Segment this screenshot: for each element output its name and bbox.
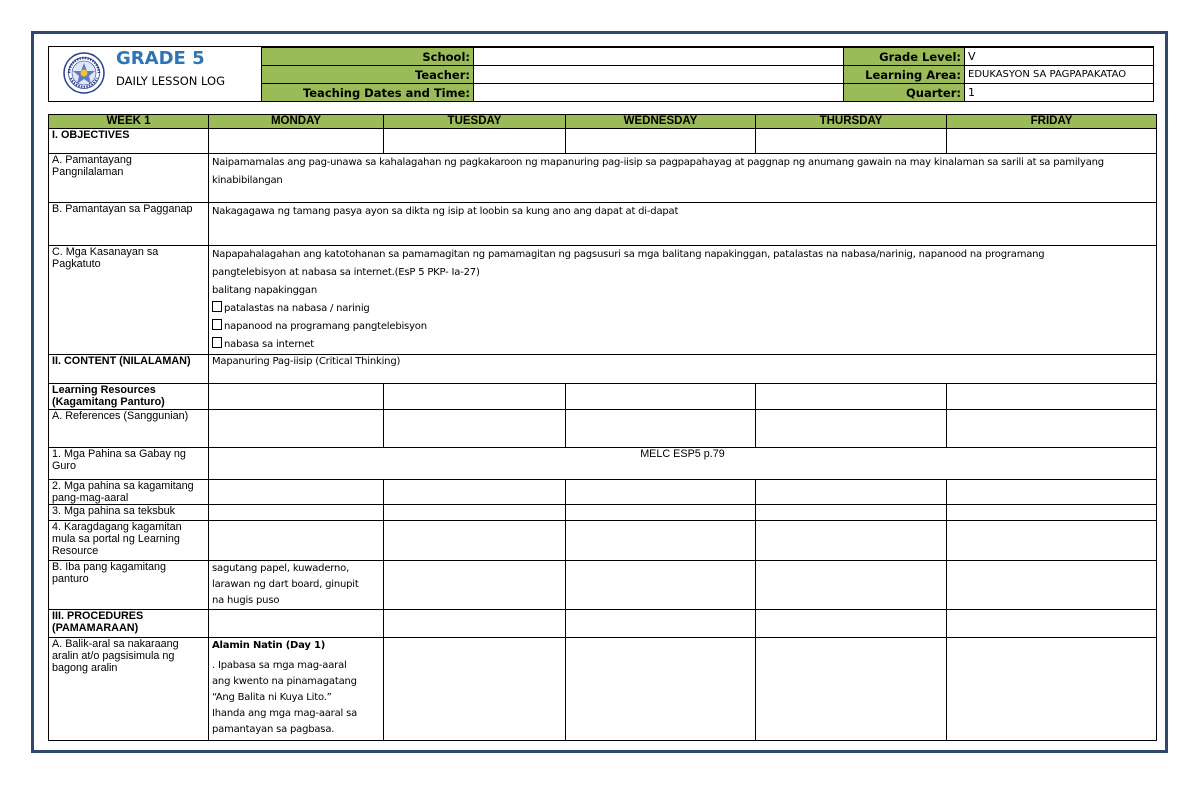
- table-cell[interactable]: [947, 129, 1157, 154]
- kasanayan-item-text: napanood na programang pangtelebisyon: [224, 321, 427, 332]
- content-text: Mapanuring Pag-iisip (Critical Thinking): [209, 355, 1157, 384]
- kasanayan-line: pangtelebisyon at nabasa sa internet.(EsP 5 PKP- Ia-27): [212, 267, 480, 278]
- learning-area-field[interactable]: EDUKASYON SA PAGPAPAKATAO: [965, 66, 1154, 84]
- lesson-log-table: [48, 114, 1157, 741]
- table-row: [49, 561, 1157, 610]
- pamantayan-sa-pagganap-text: Nakagagawa ng tamang pasya ayon sa dikta ng isip at loobin sa kung ano ang dapat at di-dapat: [209, 203, 1157, 246]
- procedures-label: III. PROCEDURES (PAMAMARAAN): [49, 610, 209, 638]
- table-cell[interactable]: [566, 561, 756, 610]
- table-row: [49, 129, 1157, 154]
- table-cell[interactable]: [566, 384, 756, 410]
- balik-aral-line: . Ipabasa sa mga mag-aaral: [212, 660, 347, 671]
- col-monday: MONDAY: [209, 115, 384, 129]
- table-row: [49, 521, 1157, 561]
- table-cell[interactable]: [384, 410, 566, 448]
- pamantayang-pangnilalaman-label: A. Pamantayang Pangnilalaman: [49, 154, 209, 203]
- header: [48, 46, 1154, 102]
- table-row: [49, 154, 1157, 203]
- table-cell[interactable]: [384, 480, 566, 505]
- table-cell[interactable]: [209, 129, 384, 154]
- kasanayan-text: [209, 246, 1157, 355]
- table-cell[interactable]: [209, 521, 384, 561]
- table-row: [49, 355, 1157, 384]
- table-cell[interactable]: [756, 610, 947, 638]
- table-cell[interactable]: [756, 410, 947, 448]
- kasanayan-item-text: patalastas na nabasa / narinig: [224, 303, 370, 314]
- quarter-label: Quarter:: [844, 84, 965, 102]
- table-row: [49, 638, 1157, 741]
- teaching-dates-label: Teaching Dates and Time:: [262, 84, 474, 102]
- balik-aral-line: “Ang Balita ni Kuya Lito.”: [212, 692, 332, 703]
- references-label: A. References (Sanggunian): [49, 410, 209, 448]
- table-cell[interactable]: [947, 610, 1157, 638]
- school-label: School:: [262, 48, 474, 66]
- iba-pang-line: sagutang papel, kuwaderno,: [212, 563, 350, 574]
- school-field[interactable]: [474, 48, 844, 66]
- kasanayan-line: balitang napakinggan: [212, 285, 317, 296]
- table-cell[interactable]: [384, 521, 566, 561]
- quarter-field[interactable]: 1: [965, 84, 1154, 102]
- checkbox-icon: [212, 301, 222, 312]
- kasanayan-list-item: [212, 300, 1153, 318]
- col-thursday: THURSDAY: [756, 115, 947, 129]
- table-cell[interactable]: [756, 129, 947, 154]
- table-cell[interactable]: [566, 505, 756, 521]
- col-week: WEEK 1: [49, 115, 209, 129]
- balik-aral-title: Alamin Natin (Day 1): [212, 640, 326, 651]
- col-friday: FRIDAY: [947, 115, 1157, 129]
- table-cell[interactable]: [566, 521, 756, 561]
- table-cell[interactable]: [756, 480, 947, 505]
- table-row: [49, 203, 1157, 246]
- col-wednesday: WEDNESDAY: [566, 115, 756, 129]
- table-cell[interactable]: [566, 410, 756, 448]
- header-logo-cell: [49, 47, 262, 100]
- table-cell[interactable]: [947, 561, 1157, 610]
- karagdagang-label: 4. Karagdagang kagamitan mula sa portal ng Learning Resource: [49, 521, 209, 561]
- teksbuk-label: 3. Mga pahina sa teksbuk: [49, 505, 209, 521]
- pamantayan-sa-pagganap-label: B. Pamantayan sa Pagganap: [49, 203, 209, 246]
- table-cell[interactable]: [947, 505, 1157, 521]
- table-cell[interactable]: [384, 638, 566, 741]
- balik-aral-text: [209, 638, 384, 741]
- iba-pang-line: na hugis puso: [212, 595, 280, 606]
- table-cell[interactable]: [947, 384, 1157, 410]
- kasanayan-list-item: [212, 318, 1153, 336]
- table-cell[interactable]: [947, 410, 1157, 448]
- balik-aral-label: A. Balik-aral sa nakaraang aralin at/o pagsisimula ng bagong aralin: [49, 638, 209, 741]
- table-cell[interactable]: [384, 129, 566, 154]
- table-cell[interactable]: [384, 610, 566, 638]
- table-cell[interactable]: [566, 129, 756, 154]
- gabay-label: 1. Mga Pahina sa Gabay ng Guro: [49, 448, 209, 480]
- objectives-heading: I. OBJECTIVES: [49, 129, 209, 154]
- table-cell[interactable]: [566, 638, 756, 741]
- header-info-grid: [261, 47, 1154, 102]
- table-cell[interactable]: [947, 521, 1157, 561]
- grade-level-field[interactable]: V: [965, 48, 1154, 66]
- balik-aral-line: Ihanda ang mga mag-aaral sa: [212, 708, 358, 719]
- teacher-field[interactable]: [474, 66, 844, 84]
- teacher-label: Teacher:: [262, 66, 474, 84]
- table-cell[interactable]: [209, 410, 384, 448]
- table-cell[interactable]: [756, 505, 947, 521]
- teaching-dates-field[interactable]: [474, 84, 844, 102]
- balik-aral-line: ang kwento na pinamagatang: [212, 676, 357, 687]
- table-cell[interactable]: [756, 561, 947, 610]
- table-cell[interactable]: [566, 480, 756, 505]
- table-cell[interactable]: [756, 384, 947, 410]
- table-cell[interactable]: [947, 480, 1157, 505]
- kasanayan-item-text: nabasa sa internet: [224, 339, 314, 350]
- table-cell[interactable]: [566, 610, 756, 638]
- kagamitang-label: 2. Mga pahina sa kagamitang pang-mag-aaral: [49, 480, 209, 505]
- kasanayan-list-item: [212, 336, 1153, 354]
- deped-seal-icon: [63, 52, 105, 94]
- pamantayang-pangnilalaman-text: Naipamamalas ang pag-unawa sa kahalagahan ng pagkakaroon ng mapanuring pag-iisip sa pagpapahayag at paggnap ng anumang gawain na may kinalaman sa sarili at sa pamilyang kinabibilangan: [209, 154, 1157, 203]
- kasanayan-label: C. Mga Kasanayan sa Pagkatuto: [49, 246, 209, 355]
- content-label: II. CONTENT (NILALAMAN): [49, 355, 209, 384]
- iba-pang-line: larawan ng dart board, ginupit: [212, 579, 359, 590]
- table-cell[interactable]: [756, 521, 947, 561]
- table-row: [49, 448, 1157, 480]
- grade-level-label: Grade Level:: [844, 48, 965, 66]
- table-cell[interactable]: [384, 561, 566, 610]
- grade-title: GRADE 5: [116, 48, 205, 69]
- table-row: [49, 480, 1157, 505]
- table-row: [49, 610, 1157, 638]
- balik-aral-line: pamantayan sa pagbasa.: [212, 724, 335, 735]
- daily-lesson-log-label: DAILY LESSON LOG: [116, 74, 226, 88]
- checkbox-icon: [212, 319, 222, 330]
- learning-resources-label: Learning Resources (Kagamitang Panturo): [49, 384, 209, 410]
- table-cell[interactable]: [947, 638, 1157, 741]
- table-row: [49, 410, 1157, 448]
- table-cell[interactable]: [209, 505, 384, 521]
- table-cell[interactable]: [756, 638, 947, 741]
- learning-area-label: Learning Area:: [844, 66, 965, 84]
- table-header-row: [49, 115, 1157, 129]
- iba-pang-label: B. Iba pang kagamitang panturo: [49, 561, 209, 610]
- col-tuesday: TUESDAY: [384, 115, 566, 129]
- table-cell[interactable]: [209, 610, 384, 638]
- table-row: [49, 384, 1157, 410]
- table-row: [49, 246, 1157, 355]
- table-row: [49, 505, 1157, 521]
- table-cell[interactable]: [384, 384, 566, 410]
- table-cell[interactable]: [209, 480, 384, 505]
- checkbox-icon: [212, 337, 222, 348]
- gabay-text: MELC ESP5 p.79: [209, 448, 1157, 480]
- iba-pang-text: [209, 561, 384, 610]
- table-cell[interactable]: [209, 384, 384, 410]
- kasanayan-line: Napapahalagahan ang katotohanan sa pamamagitan ng pamamagitan ng pagsusuri sa mga balitang napakinggan, patalastas na nabasa/narinig, napanood na programang: [212, 249, 1045, 260]
- table-cell[interactable]: [384, 505, 566, 521]
